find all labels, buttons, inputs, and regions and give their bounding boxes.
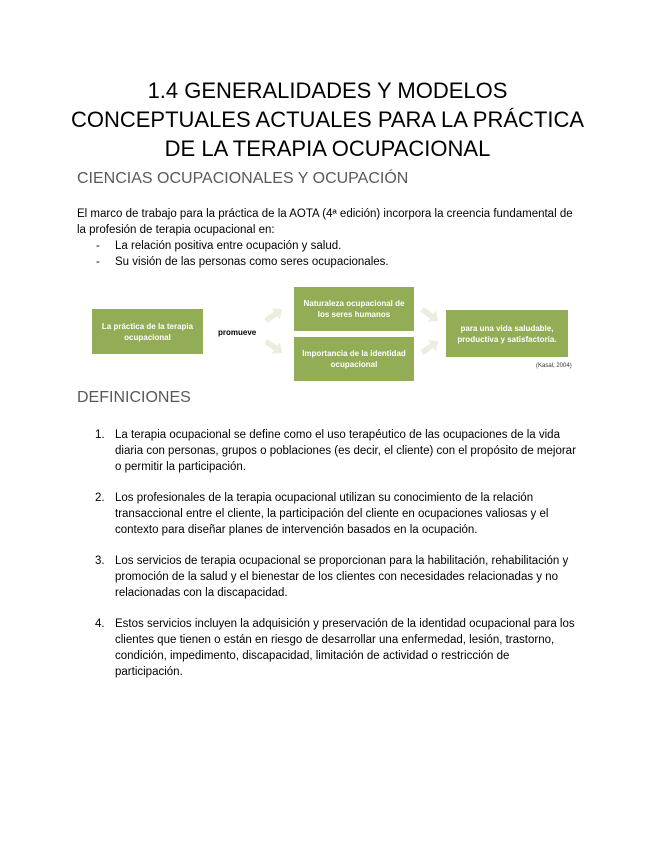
list-item [77,427,577,475]
arrow-down-right-icon [262,336,286,359]
item-number: 4. [95,618,105,630]
list-item: - La relación positiva entre ocupación y salud. [96,240,342,252]
section-heading-ciencias: CIENCIAS OCUPACIONALES Y OCUPACIÓN [77,170,409,187]
diagram-citation: (Kasal, 2004) [536,363,572,369]
diagram-box-practica: La práctica de la terapia ocupacional [92,309,203,354]
arrow-down-right-icon [418,304,442,327]
item-number: 1. [95,429,105,441]
diagram-label-promueve: promueve [218,328,257,337]
list-item [77,616,577,680]
item-number: 3. [95,555,105,567]
item-text: Los servicios de terapia ocupacional se proporcionan para la habilitación, rehabilitación y promoción de la salud y el bienestar de los clientes con necesidades relacionadas y no relacionadas con la discapacidad. [115,555,569,599]
arrow-up-right-icon [262,304,286,327]
item-text: La terapia ocupacional se define como el uso terapéutico de las ocupaciones de la vida diaria con personas, grupos o poblaciones (es decir, el cliente) con el propósito de mejorar o permitir la participación. [115,429,576,473]
bullet-text: La relación positiva entre ocupación y salud. [115,240,342,252]
intro-paragraph: El marco de trabajo para la práctica de la AOTA (4ª edición) incorpora la creencia fundamental de la profesión de terapia ocupacional en: [77,208,573,236]
item-number: 2. [95,492,105,504]
section-heading-definiciones: DEFINICIONES [77,389,191,406]
diagram-box-identidad: Importancia de la identidad ocupacional [294,337,414,381]
diagram-box-resultado: para una vida saludable, productiva y satisfactoria. [446,310,568,357]
list-item [77,490,577,538]
item-text: Los profesionales de la terapia ocupacional utilizan su conocimiento de la relación transaccional entre el cliente, la participación del cliente en ocupaciones valiosas y el contexto para diseñar planes de intervención basados en la ocupación. [115,492,549,536]
list-item: - Su visión de las personas como seres ocupacionales. [96,256,389,268]
arrow-up-right-icon [418,336,442,359]
diagram-box-naturaleza: Naturaleza ocupacional de los seres humanos [294,287,414,331]
bullet-list [77,238,389,270]
item-text: Estos servicios incluyen la adquisición y preservación de la identidad ocupacional para los clientes que tienen o están en riesgo de desarrollar una enfermedad, lesión, trastorno, condición, impedimento, discapacidad, limitación de actividad o restricción de participación. [115,618,575,678]
list-item [77,553,577,601]
definitions-list [77,427,577,695]
page-title: 1.4 GENERALIDADES Y MODELOS CONCEPTUALES ACTUALES PARA LA PRÁCTICA DE LA TERAPIA OCUPACIONAL [70,78,585,161]
bullet-text: Su visión de las personas como seres ocupacionales. [115,256,389,268]
